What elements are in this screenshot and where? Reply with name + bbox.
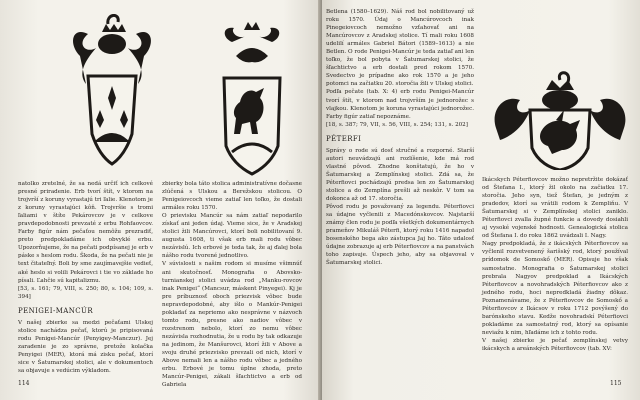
body-paragraph: Podľa pečate (tab. X: 4) erb rodu Penigei-Mancúr tvorí štít, v ktorom nad trojvrším je jednorožec s vlajkou. Klenotom je koruna vyrastajúci jednorožec. Farby figúr zatiaľ nepoznáme.: [326, 89, 474, 120]
page-number: 115: [610, 380, 622, 387]
body-paragraph: Pôvod rodu je považovaný za legendu. Péterfiovci sa údajne vyčlenili z Macedónskovcov. Najstarší známy člen rodu je podľa všetkých dokumentárnych prameňov Mikuláš Péterfi, ktorý roku 1416 napadol bosenského bega ako zástupca Jaj ho. Táto udalosť údajne zobrazuje aj erb Péterfiovcov a na panstvách toho zapisuje. Úspech jeho, aby sa objavoval v Šatumarskej stolici.: [326, 204, 474, 267]
pekar-coat-of-arms-image: [66, 14, 158, 174]
body-paragraph: V súvislosti s našim rodom si musíme všimnúť ani skutočnosť. Monografia o Abovsko-turnianskej stolici uvádza rod „Manku-rovcov inak Penigei“ (Mancsur, máskent Pinyegei). Kj je pre príbuznosť oboch priezvisk vôbec bude nepravdepodobné, aby išlo o Mankúr-Penigei pokladať za nepriemo ako nesprávne v názvoch tomto rodu, presne ako nadiov vôbec v rozstrenom nebolo, ktorí zo nemu vôbec nezávisla rozhodnutia, že u rodu by tak odkazuje na jedinom, že Manšurovci, ktorí žili v Above a svoju druhé priezvisko prevzali od nich, ktorí v Above nemali len a nášho rodu vôbec a jedného erbu. Erbové je tomu úplne zhoda, preto Mancúr-Penigei, zákali šľachtictvo a erb od Gabriela: [162, 261, 302, 389]
body-paragraph: natolko zretelné, že sa nedá určiť ich celkové presné priradenie. Erb tvorí štít, v ktorom na trojvrší z koruny vyrastajú tri ľalie. Klenotom je z koruny vyrastajúci kôň. Trojvršie s tromi ľaliami v štíte Pekárovcov je v celkove pravdepodobnosti prevzaté z erbu Rohfaovcov. Farby figúr nám pečaťou nemôžu prezradiť, preto predpokladáme ich obvyklé erbu. Upozorňujeme, že na pečati podpísanej je erb v páske s heslom rodu. Škoda, že na pečati nie je text čitateľný. Boli by sme zaujímavejšie vedieť, aké heslo si volili Pekárovci i tie vo základe ho písali. Ľahčie sú kapitalizmu.: [18, 181, 153, 284]
body-paragraph: Správy o rode sú dosť stručné a rozporné. Starší autori neuvádzajú ani rozlíšenie, kde má rod vlastné pôvod. Zhodne konštatujú, že ho v Šatumarskej a Zemplínskej stolici. Zdá sa, že Péterfiovci pochádzajú predsa len zo Šatumarskej stolice a do Zemplína prešli až neskôr. V tom sa dokonca až od 17. storočia.: [326, 147, 474, 203]
page-number: 114: [18, 380, 30, 387]
section-heading: PÉTERFI: [326, 134, 362, 143]
body-paragraph: Nagy predpokladá, že z ikácských Péterfiovcov sa vyčlenil rozvetvenený šarišský rod, ktorý používal prídomok de Somoskő (MER). Opisuje ho však samostatne. Monografia o Šatumarskej stolici prebrala Nagyov predpoklad a Ikácských Péterfiovcov a novohradských Péterfiovcov ako z jedného rodu, hoci nepredkladá žiadny dôkaz. Poznamenávame, že z Péterfiovcov de Somoskő a Péterfiovcov z Ikácsov v roku 1712 povýšený do barónskeho stavu. Kedže novohradskí Péterfiovci pokladáme za samostatný rod, ktorý sa opísanie neviažu k nim, hľadáme ich z tohto rodu.: [482, 241, 628, 336]
body-paragraph: O prievisku Mancúr sa nám zatiaľ nepodarilo získať ani jeden údaj. Vieme sice, že v Aradskej stolici žili Mancúrovci, ktorí boli nobilitovaní 9. augusta 1608, ti však erb mali rodu vôbec nezávislú. Ich erbové je teda tak, že aj ďalej bola nášho rodu tvorené jednotlivo.: [162, 213, 302, 260]
body-paragraph: V našej zbierke sa medzi pečaťami Ulskej stolice nachádza pečať, ktorú je pripisovaná rodu Penigei-Mancúr (Penyigey-Manczur). Jej zaradenie je zo správne, pretože kolačka Penyigei (MER), ktorá má zisku pečať, ktorí sice v Šatumarskej stolici, ale v dokumentoch sa objavuje s vedúcim výkladom.: [18, 319, 153, 375]
reference-list: [53, s. 161; 79, VIII, s. 250; 80, s. 104; 109, s. 394]: [18, 285, 153, 300]
left-page-column-2: [162, 180, 302, 389]
penigei-mancur-coat-of-arms-image: [212, 18, 292, 178]
peterfi-coat-of-arms-image: [490, 70, 630, 170]
right-page-column-2: [482, 176, 628, 353]
body-paragraph: V našej zbierke je pečať zemplínskej vetvy ikácskych a areánských Péterfiovcov (tab. XV:: [482, 337, 628, 352]
body-paragraph: Betlena (1580–1629). Náš rod bol nobilitovaný už roku 1570. Údaj o Mancúrovcoch inak Pinegeiovcoch nemožno vzťahovať ani na Mancúrovcov z Aradskej stolice. Tí mali roku 1608 udelilí armáles Gabriel Bátori (1589–1613) a nie Betlen. O rode Penigei-Mancúr je teda zatiaľ ani len toľko, že bol pobyta v Šatumarskej stolici, že šľachtictvo a erb dostali pred rokom 1570. Svedectvo je prípadne ako rok 1570 a je jeho potomci na začiatku 20. storočia žili v Ulskej stolici.: [326, 9, 474, 88]
right-page: [322, 0, 640, 400]
left-page-column-1: [18, 180, 153, 375]
body-paragraph: Ikácskych Péterfiovcov možno nepretržite dokázať od Štefana I., ktorý žil okolo na začiatku 17. storočia. Jeho syn, tiež Štefan, je jedným z pradedov, ktorí sa vrátili rodom k Zempliňu. V Šatumarskej si v Zemplínskej stolici zaniklo. Péterfiovci zvalla župné funkcie a dovedy dosiahli aj vysoké vojenské hodnosti. Genealogická stolica od Štefana I. do roku 1862 uvádzali I. Nagy.: [482, 177, 628, 240]
section-heading: PENIGEI-MANCÚR: [18, 306, 94, 315]
reference-list: [18, s. 387; 79, VII, s. 56, VIII, s. 254; 131, s. 202]: [326, 121, 468, 128]
right-page-column-1: [326, 8, 474, 267]
body-paragraph: zbierky bola táto stolica administratívne dočasne zlúčená s Ulskou a Berežskou stolicou. O Penigeiovcoch vieme zatiaľ len toľko, že dostali armáles roku 1570.: [162, 181, 302, 212]
